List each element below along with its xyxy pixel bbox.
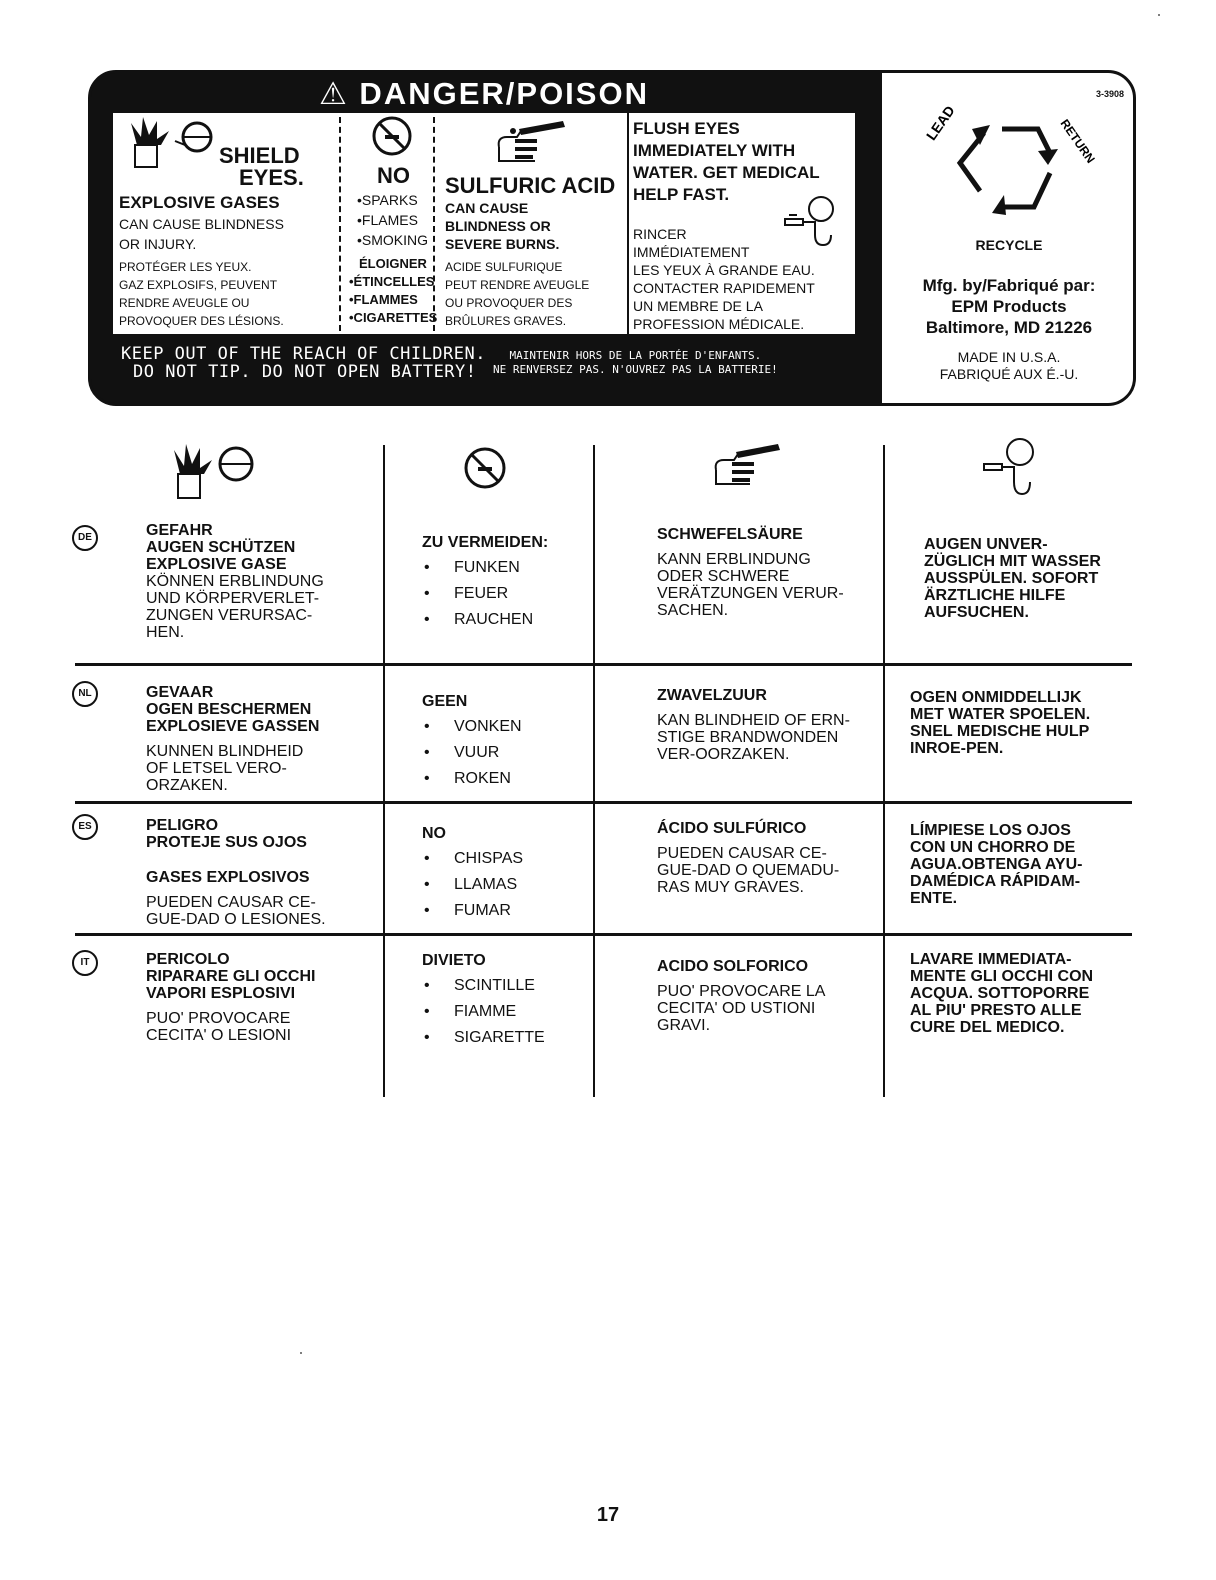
label-col4-heading: WATER. GET MEDICAL — [633, 163, 820, 182]
it-col2 — [422, 952, 587, 1051]
nl-col4-line: MET WATER SPOELEN. — [910, 706, 1091, 723]
table-divider — [883, 445, 885, 1097]
eyes-heading: EYES. — [239, 165, 304, 190]
language-badge: DE — [72, 525, 98, 551]
label-col3-fr: ACIDE SULFURIQUE — [445, 260, 563, 274]
es-col3-line: GUE-DAD O QUEMADU- — [657, 862, 840, 879]
eyewash-icon — [781, 195, 843, 251]
it-col3-line: GRAVI. — [657, 1017, 711, 1034]
label-col3-fr: PEUT RENDRE AVEUGLE — [445, 278, 590, 292]
es-col4-line: LÍMPIESE LOS OJOS — [910, 822, 1071, 839]
label-col2-item: •SMOKING — [357, 232, 429, 248]
label-col3-fr: OU PROVOQUER DES — [445, 296, 573, 310]
label-col3-line: BLINDNESS OR — [445, 218, 551, 234]
nl-col4-line: INROE-PEN. — [910, 740, 1004, 757]
it-col3 — [657, 958, 879, 1034]
label-col1-fr: PROTÉGER LES YEUX. — [119, 260, 252, 274]
nl-col3-line: STIGE BRANDWONDEN — [657, 729, 839, 746]
de-col4-line: ÄRZTLICHE HILFE — [924, 587, 1066, 604]
nl-col2-list — [422, 714, 587, 792]
label-col3-line: CAN CAUSE — [445, 200, 529, 216]
de-col3-line: KANN ERBLINDUNG — [657, 551, 811, 568]
it-col4-line: MENTE GLI OCCHI CON — [910, 968, 1094, 985]
es-col3 — [657, 820, 879, 896]
es-col2 — [422, 825, 587, 924]
label-col4-fr: LES YEUX À GRANDE EAU. — [633, 262, 815, 278]
nl-col4 — [910, 689, 1132, 757]
explosion-eye-icon — [127, 115, 227, 171]
label-col-no — [347, 113, 451, 334]
footer-en-line: DO NOT TIP. DO NOT OPEN BATTERY! — [133, 362, 477, 382]
manufacturer-info — [882, 275, 1136, 338]
nl-col3 — [657, 687, 879, 763]
label-col2-fr-heading: ÉLOIGNER — [359, 256, 427, 271]
table-row-divider — [75, 801, 1132, 804]
de-col1-bold: GEFAHR — [146, 522, 213, 539]
de-col3-heading: SCHWEFELSÄURE — [657, 526, 803, 543]
nl-col4-line: SNEL MEDISCHE HULP — [910, 723, 1090, 740]
label-black-section — [91, 73, 877, 403]
de-col4 — [924, 536, 1134, 621]
de-col4-line: AUSSPÜLEN. SOFORT — [924, 570, 1099, 587]
it-col2-list — [422, 973, 587, 1051]
it-col4-line: CURE DEL MEDICO. — [910, 1019, 1065, 1036]
recycle-lead-text: LEAD — [922, 103, 958, 144]
nl-col1-bold: GEVAAR — [146, 684, 214, 701]
explosive-gases-heading: EXPLOSIVE GASES — [119, 193, 280, 212]
es-col2-heading: NO — [422, 825, 446, 842]
label-col4-heading: IMMEDIATELY WITH — [633, 141, 796, 160]
table-divider — [593, 445, 595, 1097]
label-col1-fr: GAZ EXPLOSIFS, PEUVENT — [119, 278, 278, 292]
label-col1-fr: RENDRE AVEUGLE OU — [119, 296, 250, 310]
footer-en-line: KEEP OUT OF THE REACH OF CHILDREN. — [121, 344, 486, 364]
de-col1-line: ZUNGEN VERURSAC- — [146, 607, 313, 624]
label-col2-fr-item: •FLAMMES — [349, 292, 418, 307]
footer-english — [121, 345, 486, 381]
list-item: • SIGARETTE — [422, 1025, 587, 1051]
language-badge: IT — [72, 950, 98, 976]
label-divider — [339, 117, 341, 331]
list-item: • FIAMME — [422, 999, 587, 1025]
eyewash-icon — [980, 436, 1042, 502]
es-col1-bold: PELIGRO — [146, 817, 219, 834]
table-divider — [383, 445, 385, 1097]
de-col3-line: VERÄTZUNGEN VERUR- — [657, 585, 844, 602]
de-col3-line: ODER SCHWERE — [657, 568, 790, 585]
list-item: • RAUCHEN — [422, 607, 587, 633]
label-col1-line: OR INJURY. — [119, 236, 197, 252]
es-col1-bold: GASES EXPLOSIVOS — [146, 869, 310, 886]
es-col1 — [146, 817, 376, 928]
recycle-text: RECYCLE — [975, 237, 1043, 253]
list-item: • CHISPAS — [422, 846, 587, 872]
de-col1-bold: EXPLOSIVE GASE — [146, 556, 287, 573]
label-col1-line: CAN CAUSE BLINDNESS — [119, 216, 284, 232]
es-col1-bold: PROTEJE SUS OJOS — [146, 834, 307, 851]
es-col3-line: RAS MUY GRAVES. — [657, 879, 804, 896]
label-col-flush-eyes — [633, 113, 855, 334]
it-col1-line: CECITA' O LESIONI — [146, 1027, 292, 1044]
de-col4-line: AUFSUCHEN. — [924, 604, 1029, 621]
it-col3-line: PUO' PROVOCARE LA — [657, 983, 826, 1000]
nl-col1-bold: EXPLOSIEVE GASSEN — [146, 718, 320, 735]
list-item: • ROKEN — [422, 766, 587, 792]
es-col2-list — [422, 846, 587, 924]
no-smoking-icon — [371, 115, 413, 157]
list-item: • VUUR — [422, 740, 587, 766]
label-col3-line: SEVERE BURNS. — [445, 236, 560, 252]
de-col2 — [422, 534, 587, 633]
it-col3-heading: ACIDO SOLFORICO — [657, 958, 809, 975]
page-number: 17 — [596, 1504, 620, 1526]
de-col4-line: AUGEN UNVER- — [924, 536, 1048, 553]
table-row-divider — [75, 663, 1132, 666]
es-col4-line: DAMÉDICA RÁPIDAM- — [910, 873, 1081, 890]
nl-col2 — [422, 693, 587, 792]
es-col4-line: CON UN CHORRO DE — [910, 839, 1076, 856]
list-item: • VONKEN — [422, 714, 587, 740]
label-col4-fr: RINCER — [633, 226, 687, 242]
de-col1 — [146, 522, 376, 641]
de-col3-line: SACHEN. — [657, 602, 729, 619]
label-col-acid — [443, 113, 623, 334]
label-divider — [627, 113, 629, 334]
it-col1-bold: PERICOLO — [146, 951, 230, 968]
language-badge: ES — [72, 814, 98, 840]
es-col1-line: GUE-DAD O LESIONES. — [146, 911, 326, 928]
label-warning-panel — [113, 113, 855, 334]
it-col1-bold: VAPORI ESPLOSIVI — [146, 985, 296, 1002]
no-smoking-icon — [463, 446, 507, 490]
it-col1-line: PUO' PROVOCARE — [146, 1010, 291, 1027]
label-code: 3-3908 — [1095, 89, 1124, 99]
es-col3-heading: ÁCIDO SULFÚRICO — [657, 820, 807, 837]
label-col2-fr-item: •ÉTINCELLES — [349, 274, 435, 289]
de-col1-bold: AUGEN SCHÜTZEN — [146, 539, 296, 556]
label-col4-fr: IMMÉDIATEMENT — [633, 244, 750, 260]
sulfuric-acid-heading: SULFURIC ACID — [445, 173, 616, 198]
list-item: • FUMAR — [422, 898, 587, 924]
scan-speck — [300, 1352, 302, 1354]
table-row-divider — [75, 933, 1132, 936]
label-col4-heading: FLUSH EYES — [633, 119, 740, 138]
footer-fr-line: NE RENVERSEZ PAS. N'OUVREZ PAS LA BATTERIE! — [493, 363, 778, 376]
nl-col3-heading: ZWAVELZUUR — [657, 687, 767, 704]
es-col3-line: PUEDEN CAUSAR CE- — [657, 845, 827, 862]
it-col3-line: CECITA' OD USTIONI — [657, 1000, 816, 1017]
de-col3 — [657, 526, 879, 619]
label-col4-fr: PROFESSION MÉDICALE. — [633, 316, 805, 332]
nl-col1-line: ORZAKEN. — [146, 777, 228, 794]
nl-col1 — [146, 684, 376, 794]
label-title: ⚠ DANGER/POISON — [319, 76, 649, 111]
label-col2-fr-item: •CIGARETTES — [349, 310, 438, 325]
nl-col4-line: OGEN ONMIDDELLIJK — [910, 689, 1082, 706]
footer-fr-line: MAINTENIR HORS DE LA PORTÉE D'ENFANTS. — [509, 349, 762, 362]
de-col4-line: ZÜGLICH MIT WASSER — [924, 553, 1101, 570]
it-col1 — [146, 951, 376, 1044]
es-col4-line: AGUA.OBTENGA AYU- — [910, 856, 1083, 873]
list-item: • SCINTILLE — [422, 973, 587, 999]
label-col4-fr: UN MEMBRE DE LA — [633, 298, 763, 314]
nl-col1-bold: OGEN BESCHERMEN — [146, 701, 312, 718]
made-in-info — [882, 349, 1136, 383]
mfg-line: EPM Products — [951, 297, 1067, 316]
language-badge: NL — [72, 681, 98, 707]
de-col2-list — [422, 555, 587, 633]
list-item: • FEUER — [422, 581, 587, 607]
it-col4-line: ACQUA. SOTTOPORRE — [910, 985, 1090, 1002]
acid-hand-icon — [710, 440, 790, 490]
list-item: • FUNKEN — [422, 555, 587, 581]
it-col4-line: LAVARE IMMEDIATA- — [910, 951, 1072, 968]
nl-col3-line: VER-OORZAKEN. — [657, 746, 790, 763]
de-col1-line: UND KÖRPERVERLET- — [146, 590, 320, 607]
shield-heading: SHIELD — [219, 143, 300, 168]
recycle-icon — [910, 103, 1110, 233]
it-col4 — [910, 951, 1132, 1036]
made-line: FABRIQUÉ AUX É.-U. — [939, 366, 1079, 382]
es-col4 — [910, 822, 1132, 907]
label-col4-fr: CONTACTER RAPIDEMENT — [633, 280, 815, 296]
label-col4-heading: HELP FAST. — [633, 185, 730, 204]
explosion-eye-icon — [172, 440, 264, 502]
mfg-line: Baltimore, MD 21226 — [925, 318, 1093, 337]
acid-hand-icon — [491, 117, 587, 167]
recycle-return-text: RETURN — [1057, 116, 1098, 166]
es-col4-line: ENTE. — [910, 890, 958, 907]
scan-speck — [1158, 14, 1160, 16]
es-col1-line: PUEDEN CAUSAR CE- — [146, 894, 316, 911]
no-heading: NO — [377, 163, 410, 188]
label-col1-fr: PROVOQUER DES LÉSIONS. — [119, 314, 284, 328]
nl-col3-line: KAN BLINDHEID OF ERN- — [657, 712, 850, 729]
danger-label — [88, 70, 1136, 406]
label-divider — [433, 117, 435, 331]
footer-french — [493, 349, 778, 377]
de-col1-line: KÖNNEN ERBLINDUNG — [146, 573, 324, 590]
list-item: • LLAMAS — [422, 872, 587, 898]
de-col2-heading: ZU VERMEIDEN: — [422, 534, 549, 551]
nl-col1-line: KUNNEN BLINDHEID — [146, 743, 304, 760]
label-col2-item: •SPARKS — [357, 192, 418, 208]
nl-col1-line: OF LETSEL VERO- — [146, 760, 287, 777]
label-col-shield-eyes — [119, 113, 329, 334]
mfg-line: Mfg. by/Fabriqué par: — [922, 276, 1096, 295]
label-col3-fr: BRÛLURES GRAVES. — [445, 314, 567, 328]
label-recycle-section — [879, 73, 1136, 403]
nl-col2-heading: GEEN — [422, 693, 468, 710]
label-col2-item: •FLAMES — [357, 212, 418, 228]
it-col2-heading: DIVIETO — [422, 952, 486, 969]
de-col1-line: HEN. — [146, 624, 185, 641]
made-line: MADE IN U.S.A. — [957, 349, 1061, 365]
it-col4-line: AL PIU' PRESTO ALLE — [910, 1002, 1082, 1019]
it-col1-bold: RIPARARE GLI OCCHI — [146, 968, 316, 985]
label-footer — [91, 339, 877, 397]
